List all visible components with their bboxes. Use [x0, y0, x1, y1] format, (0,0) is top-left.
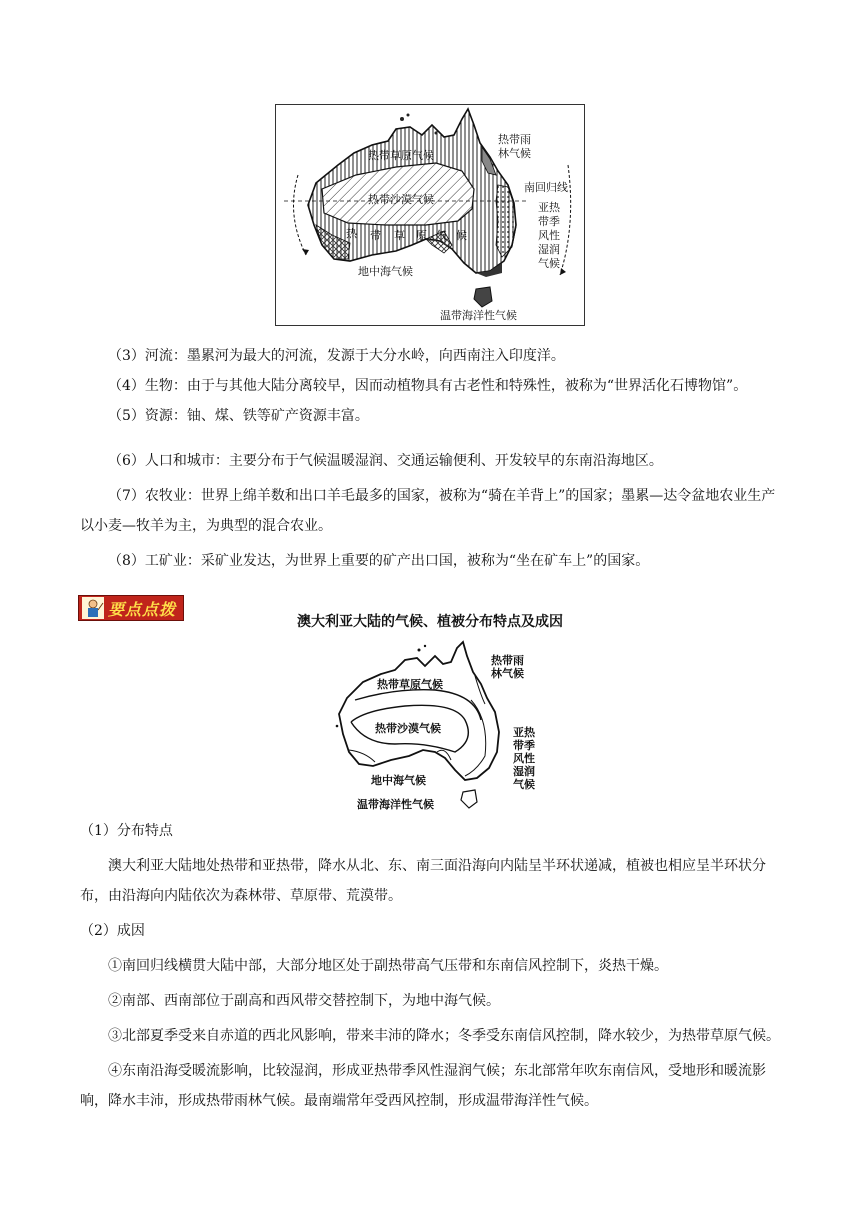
map1-label-savanna: 热带草原气候 — [368, 149, 434, 162]
map2-label-sub-2: 风性 — [513, 752, 535, 765]
map1-label-savanna-s4: 气 — [436, 229, 447, 242]
map2-label-rainforest-1: 林气候 — [491, 667, 524, 680]
paragraph-rivers: （3）河流：墨累河为最大的河流，发源于大分水岭，向西南注入印度洋。 — [108, 348, 565, 364]
badge-text: 要点点拨 — [108, 599, 177, 619]
paragraph-resources: （5）资源：铀、煤、铁等矿产资源丰富。 — [108, 408, 369, 424]
map1-label-mediterranean: 地中海气候 — [358, 265, 413, 278]
map2-label-sub-0: 亚热 — [513, 726, 535, 739]
map1-label-savanna-s3: 原 — [416, 229, 427, 242]
climate-map-2 — [325, 640, 545, 812]
cause-1: ①南回归线横贯大陆中部，大部分地区处于副热带高气压带和东南信风控制下，炎热干燥。 — [108, 958, 668, 974]
map1-label-sub-0: 亚热 — [538, 201, 560, 214]
section-1-text: 澳大利亚大陆地处热带和亚热带，降水从北、东、南三面沿海向内陆呈半环状递减，植被也相应呈半环状分布，由沿海向内陆依次为森林带、草原带、荒漠带。 — [80, 858, 766, 904]
map1-label-savanna-s5: 候 — [456, 229, 467, 242]
map2-label-savanna: 热带草原气候 — [377, 678, 443, 691]
map1-label-sub-2: 风性 — [538, 229, 560, 242]
map1-label-sub-1: 带季 — [538, 215, 560, 228]
map2-label-rainforest-0: 热带雨 — [491, 654, 524, 667]
paragraph-population: （6）人口和城市：主要分布于气候温暖湿润、交通运输便利、开发较早的东南沿海地区。 — [108, 453, 663, 469]
climate-map-1 — [275, 104, 585, 326]
cause-4: ④东南沿海受暖流影响，比较湿润，形成亚热带季风性湿润气候；东北部常年吹东南信风，受地形和暖流影响，降水丰沛，形成热带雨林气候。最南端常年受西风控制，形成温带海洋性气候。 — [80, 1063, 766, 1109]
map1-label-sub-3: 湿润 — [538, 243, 560, 256]
section-2-title: （2）成因 — [80, 923, 145, 939]
cause-2: ②南部、西南部位于副高和西风带交替控制下，为地中海气候。 — [108, 993, 500, 1009]
map1-label-savanna-s0: 热 — [346, 227, 357, 240]
section-1-title: （1）分布特点 — [80, 823, 173, 839]
map1-label-rainforest-0: 热带雨 — [498, 133, 531, 146]
map2-label-desert: 热带沙漠气候 — [375, 722, 441, 735]
map1-label-oceanic: 温带海洋性气候 — [440, 309, 517, 322]
map2-label-sub-4: 气候 — [513, 778, 535, 791]
map2-label-sub-3: 湿润 — [513, 765, 535, 778]
paragraph-biology: （4）生物：由于与其他大陆分离较早，因而动植物具有古老性和特殊性，被称为“世界活化石博物馆”。 — [108, 378, 748, 394]
map1-label-rainforest-1: 林气候 — [498, 147, 531, 160]
map2-label-oceanic: 温带海洋性气候 — [357, 798, 434, 811]
paragraph-industry: （8）工矿业：采矿业发达，为世界上重要的矿产出口国，被称为“坐在矿车上”的国家。 — [108, 553, 650, 569]
map1-label-sub-4: 气候 — [538, 257, 560, 270]
section-title: 澳大利亚大陆的气候、植被分布特点及成因 — [297, 614, 563, 630]
cause-3: ③北部夏季受来自赤道的西北风影响，带来丰沛的降水；冬季受东南信风控制，降水较少，为热带草原气候。 — [108, 1028, 780, 1044]
paragraph-agriculture: （7）农牧业：世界上绵羊数和出口羊毛最多的国家，被称为“骑在羊背上”的国家；墨累—达令盆地农业生产以小麦—牧羊为主，为典型的混合农业。 — [80, 488, 776, 534]
map1-label-tropic: 南回归线 — [524, 181, 568, 194]
map2-label-sub-1: 带季 — [513, 739, 535, 752]
map1-label-desert: 热带沙漠气候 — [368, 193, 434, 206]
map1-label-savanna-s2: 草 — [394, 229, 405, 242]
map2-label-mediterranean: 地中海气候 — [371, 774, 426, 787]
map1-label-savanna-s1: 带 — [370, 229, 381, 242]
